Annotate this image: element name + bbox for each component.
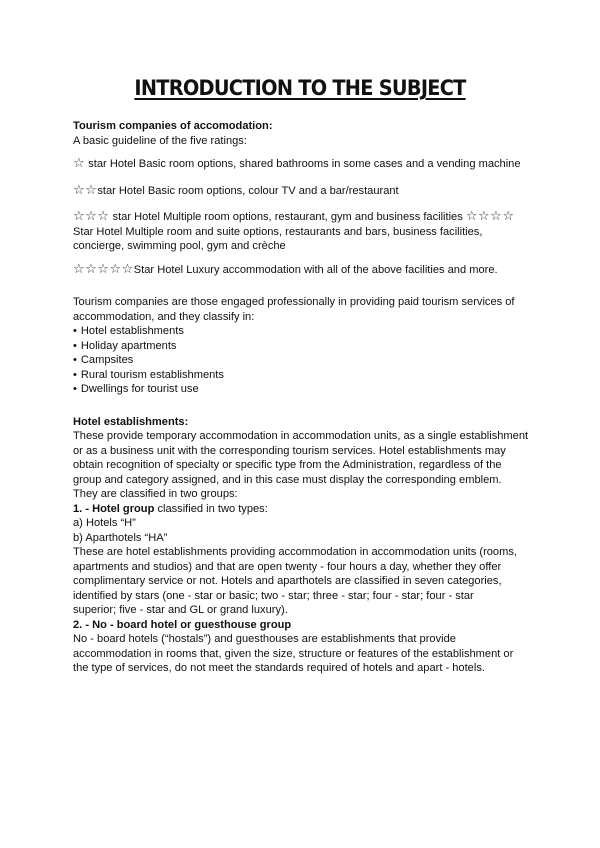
rating-text: star Hotel Basic room options, shared bathrooms in some cases and a vending machine (85, 158, 521, 170)
paragraph-line: obtain recognition of specialty or specific type from the Administration, regardless of the (73, 459, 502, 471)
rating-four-star-line2: concierge, swimming pool, gym and crèche (73, 240, 286, 252)
group1-label: 1. - Hotel group (73, 502, 155, 515)
group1-rest: classified in two types: (154, 502, 268, 515)
rating-text: star Hotel Basic room options, colour TV and a bar/restaurant (97, 184, 399, 197)
rating-one-star (73, 157, 533, 172)
paragraph-line: or as a business unit with the corresponding tourism services. Hotel establishments may (73, 444, 506, 457)
star-icon: ☆☆☆☆☆ (73, 261, 134, 277)
paragraph-line: the type of services, do not meet the standards required of hotels and apart - hotels. (73, 662, 485, 674)
ratings-intro: A basic guideline of the five ratings: (73, 134, 247, 147)
rating-three-star (73, 210, 533, 225)
document-body (73, 119, 533, 676)
rating-text: Star Hotel Luxury accommodation with all of the above facilities and more. (133, 263, 498, 276)
rating-text: star Hotel Multiple room options, restaurant, gym and business facilities (109, 211, 466, 223)
paragraph-line: complimentary service or not. Hotels and aparthotels are classified in seven categories, (73, 575, 502, 587)
paragraph-line: These are hotel establishments providing accommodation in accommodation units (rooms, (73, 546, 517, 558)
paragraph-line: These provide temporary accommodation in accommodation units, as a single establishment (73, 430, 529, 442)
tourism-para-line1: Tourism companies are those engaged professionally in providing paid tourism services of (73, 296, 515, 308)
list-item: • Holiday apartments (73, 339, 533, 354)
star-icon: ☆☆☆ (73, 209, 110, 224)
list-item: • Hotel establishments (73, 324, 533, 339)
rating-four-star-line1: Star Hotel Multiple room and suite options, restaurants and bars, business facilities, (73, 225, 483, 238)
paragraph-line: group and category assigned, and in this case must display the corresponding emblem. (73, 473, 502, 486)
paragraph-line: superior; five - star and GL or grand luxury). (73, 604, 288, 616)
star-icon: ☆☆☆☆ (465, 209, 515, 224)
star-icon: ☆☆ (73, 182, 98, 198)
page-title: INTRODUCTION TO THE SUBJECT (134, 76, 466, 100)
group2-heading: 2. - No - board hotel or guesthouse group (73, 618, 292, 631)
list-item: • Dwellings for tourist use (73, 382, 533, 397)
list-item: • Rural tourism establishments (73, 368, 533, 383)
paragraph-line: accommodation in rooms that, given the size, structure or features of the establishment or (73, 647, 514, 660)
paragraph-line: identified by stars (one - star or basic; two - star; three - star; four - star; four - star (73, 589, 474, 602)
star-icon: ☆ (73, 156, 86, 171)
list-item: • Campsites (73, 353, 533, 368)
rating-five-star (73, 263, 533, 278)
paragraph-line: No - board hotels (“hostals”) and guesthouses are establishments that provide (73, 633, 456, 645)
group1-type: a) Hotels “H” (73, 517, 136, 529)
section-heading-hotel-establishments: Hotel establishments: (73, 415, 189, 428)
accommodation-types-list (73, 324, 533, 397)
paragraph-line: apartments and studios) and that are open twenty - four hours a day, whether they offer (73, 560, 502, 573)
paragraph-line: They are classified in two groups: (73, 488, 238, 500)
group1-heading (73, 502, 533, 517)
section-heading-accommodation: Tourism companies of accomodation: (73, 120, 273, 132)
rating-two-star (73, 184, 533, 199)
tourism-para-line2: accommodation, and they classify in: (73, 310, 255, 323)
group1-type: b) Aparthotels “HA” (73, 531, 168, 544)
